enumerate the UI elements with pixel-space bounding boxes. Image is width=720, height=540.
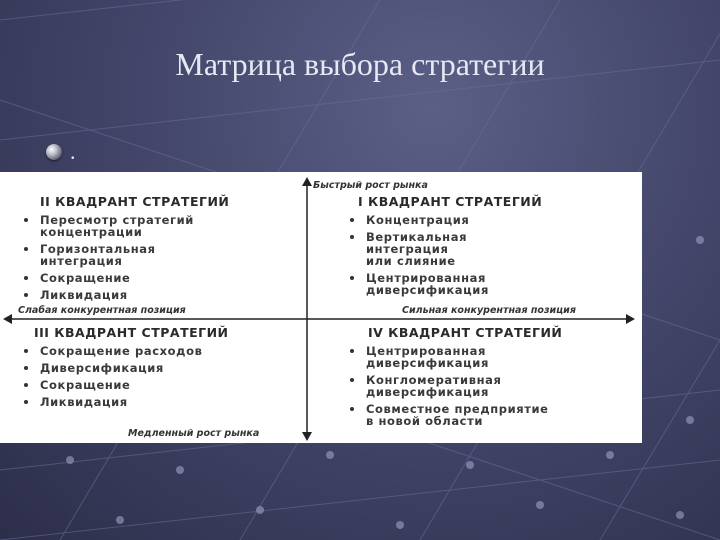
quadrant-4-list	[344, 345, 549, 432]
slide-title: Матрица выбора стратегии	[175, 46, 545, 82]
arrow-left-icon	[3, 314, 12, 324]
list-item: Ликвидация	[18, 289, 194, 301]
x-axis-right-label: Сильная конкурентная позиция	[402, 305, 576, 316]
list-item: Диверсификация	[18, 362, 202, 374]
list-item: Горизонтальная интеграция	[18, 243, 194, 267]
list-item: Конгломеративная диверсификация	[344, 374, 549, 398]
list-item: Центрированная диверсификация	[344, 345, 549, 369]
quadrant-2-title: II КВАДРАНТ СТРАТЕГИЙ	[40, 194, 230, 209]
bullet-sphere-icon	[46, 144, 62, 160]
strategy-matrix	[0, 172, 642, 443]
quadrant-2-list	[18, 214, 194, 306]
arrow-up-icon	[302, 177, 312, 186]
arrow-right-icon	[626, 314, 635, 324]
bullet-point	[46, 139, 76, 164]
quadrant-1-list	[344, 214, 489, 301]
y-axis-bottom-label: Медленный рост рынка	[128, 428, 260, 439]
list-item: Сокращение	[18, 272, 194, 284]
list-item: Вертикальная интеграция или слияние	[344, 231, 489, 267]
quadrant-3-list	[18, 345, 202, 413]
arrow-down-icon	[302, 432, 312, 441]
list-item: Сокращение	[18, 379, 202, 391]
x-axis-left-label: Слабая конкурентная позиция	[18, 305, 186, 316]
list-item: Ликвидация	[18, 396, 202, 408]
list-item: Сокращение расходов	[18, 345, 202, 357]
list-item: Совместное предприятие в новой области	[344, 403, 549, 427]
y-axis-top-label: Быстрый рост рынка	[313, 180, 428, 191]
bullet-text: .	[70, 139, 76, 164]
list-item: Центрированная диверсификация	[344, 272, 489, 296]
list-item: Концентрация	[344, 214, 489, 226]
list-item: Пересмотр стратегий концентрации	[18, 214, 194, 238]
quadrant-3-title: III КВАДРАНТ СТРАТЕГИЙ	[34, 325, 229, 340]
quadrant-1-title: I КВАДРАНТ СТРАТЕГИЙ	[358, 194, 543, 209]
quadrant-4-title: IV КВАДРАНТ СТРАТЕГИЙ	[368, 325, 563, 340]
